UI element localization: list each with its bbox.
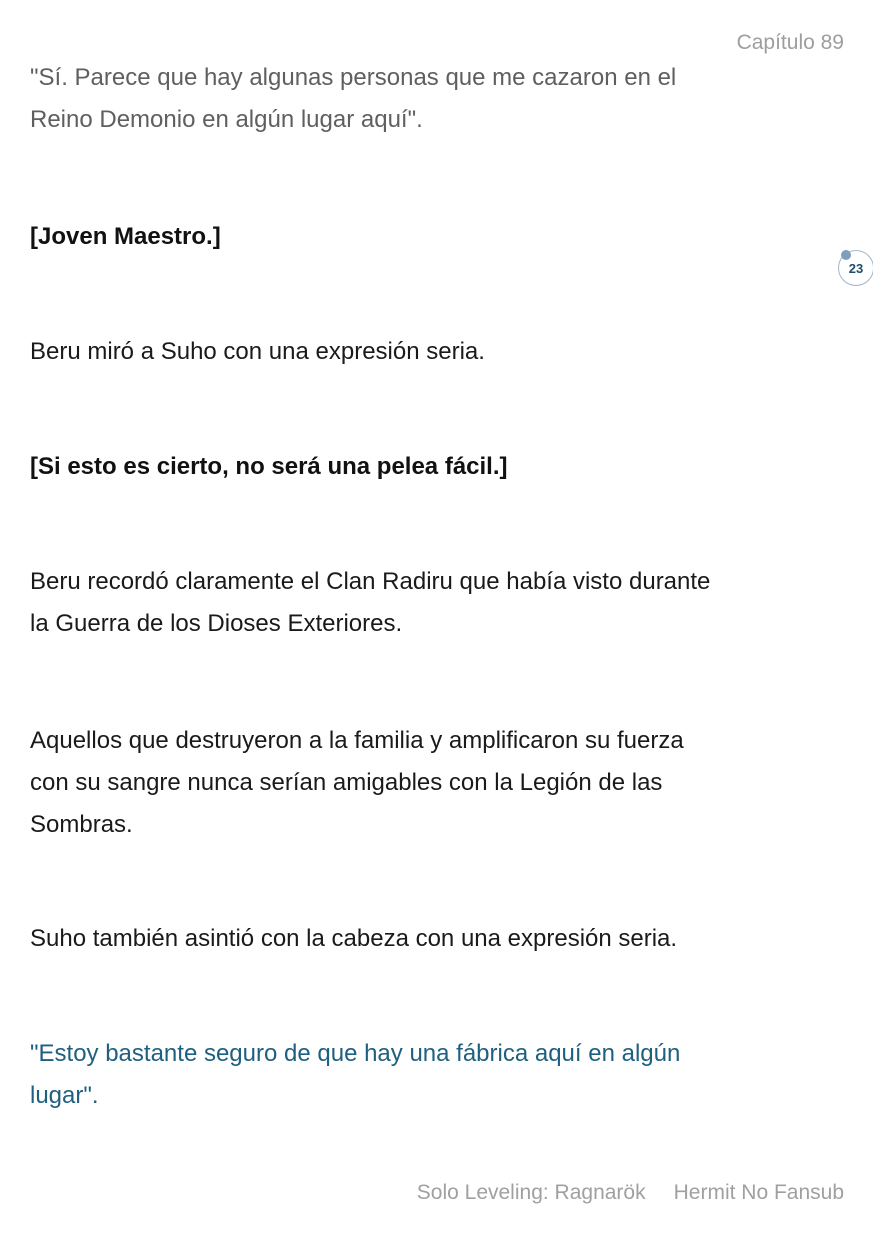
paragraph-line: con su sangre nunca serían amigables con la Legión de las [30,769,663,796]
paragraph [30,331,850,373]
paragraph-line: [Joven Maestro.] [30,223,221,250]
paragraph-line: Beru recordó claramente el Clan Radiru que había visto durante [30,568,711,595]
novel-title: Solo Leveling: Ragnarök [416,1181,646,1204]
paragraph-line: [Si esto es cierto, no será una pelea fácil.] [30,453,508,480]
paragraph [30,918,850,960]
footer [389,1181,844,1205]
paragraph [30,561,850,645]
paragraph-line: Sombras. [30,811,133,838]
paragraph-line: Reino Demonio en algún lugar aquí". [30,106,423,133]
paragraph-line: Suho también asintió con la cabeza con una expresión seria. [30,925,678,952]
paragraph-line: la Guerra de los Dioses Exteriores. [30,610,403,637]
paragraph [30,720,850,846]
paragraph-dialogue [30,1033,850,1117]
paragraph [30,446,850,488]
paragraph-line: Aquellos que destruyeron a la familia y amplificaron su fuerza [30,727,684,754]
paragraph-line: lugar". [30,1082,99,1109]
chapter-label: Capítulo 89 [736,31,844,54]
paragraph [30,216,850,258]
paragraph-line: Beru miró a Suho con una expresión seria. [30,338,485,365]
comment-count-badge[interactable]: 23 [838,250,873,286]
paragraph-line: "Sí. Parece que hay algunas personas que me cazaron en el [30,64,677,91]
paragraph [30,57,850,141]
translator-name: Hermit No Fansub [673,1181,844,1204]
comment-indicator-dot-icon [841,250,851,260]
paragraph-line: "Estoy bastante seguro de que hay una fábrica aquí en algún [30,1040,681,1067]
